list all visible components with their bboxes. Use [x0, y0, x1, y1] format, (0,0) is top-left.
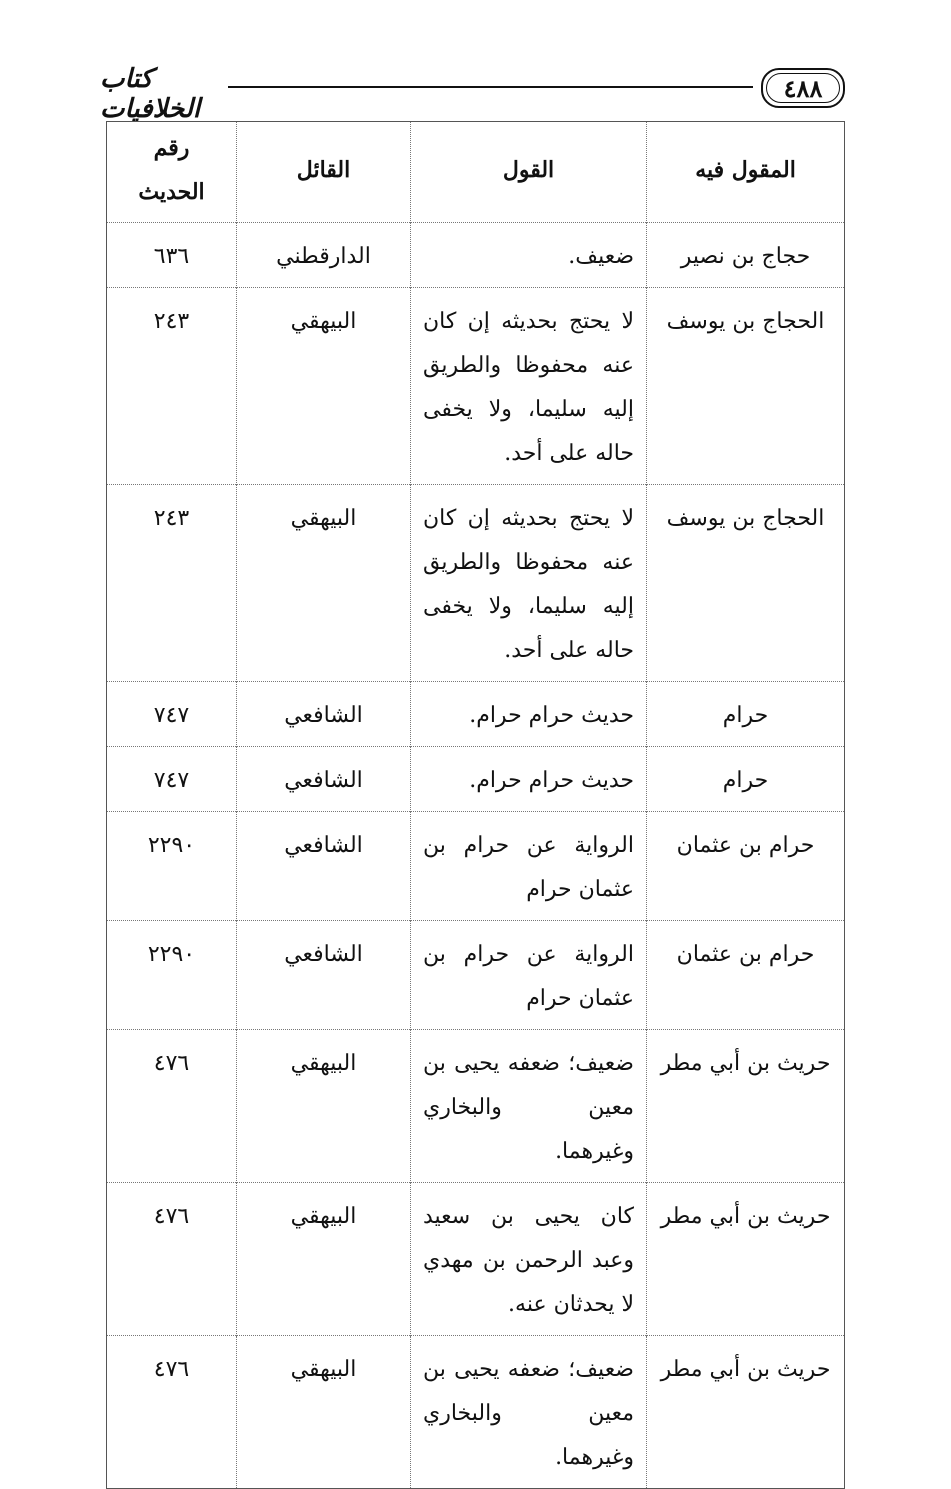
subject-cell: حريث بن أبي مطر — [647, 1183, 845, 1336]
speaker-cell: الدارقطني — [237, 223, 411, 288]
table-row — [107, 1030, 845, 1183]
table-header-row — [107, 122, 845, 223]
column-header-hadith-number: رقم الحديث — [107, 122, 237, 223]
hadith-number-cell: ٤٧٦ — [107, 1030, 237, 1183]
page-number: ٤٨٨ — [783, 73, 823, 103]
hadith-number-cell: ٢٢٩٠ — [107, 812, 237, 921]
hadith-number-cell: ٢٢٩٠ — [107, 921, 237, 1030]
subject-cell: حرام بن عثمان — [647, 921, 845, 1030]
statement-cell: الرواية عن حرام بن عثمان حرام — [411, 812, 647, 921]
statement-cell: لا يحتج بحديثه إن كان عنه محفوظا والطريق إليه سليما، ولا يخفى حاله على أحد. — [411, 485, 647, 682]
page-header — [100, 62, 845, 124]
table-row — [107, 812, 845, 921]
statement-cell: ضعيف؛ ضعفه يحيى بن معين والبخاري وغيرهما. — [411, 1336, 647, 1489]
speaker-cell: البيهقي — [237, 1336, 411, 1489]
table-row — [107, 921, 845, 1030]
table-row — [107, 747, 845, 812]
subject-cell: الحجاج بن يوسف — [647, 288, 845, 485]
header-rule — [228, 86, 753, 88]
hadith-number-cell: ٧٤٧ — [107, 682, 237, 747]
hadith-number-cell: ٢٤٣ — [107, 288, 237, 485]
statement-cell: الرواية عن حرام بن عثمان حرام — [411, 921, 647, 1030]
speaker-cell: البيهقي — [237, 288, 411, 485]
speaker-cell: البيهقي — [237, 1183, 411, 1336]
speaker-cell: الشافعي — [237, 747, 411, 812]
speaker-cell: الشافعي — [237, 682, 411, 747]
subject-cell: حرام بن عثمان — [647, 812, 845, 921]
table-row — [107, 1336, 845, 1489]
hadith-number-cell: ٤٧٦ — [107, 1336, 237, 1489]
hadith-number-cell: ٢٤٣ — [107, 485, 237, 682]
column-header-subject: المقول فيه — [647, 122, 845, 223]
subject-cell: حجاج بن نصير — [647, 223, 845, 288]
statement-cell: لا يحتج بحديثه إن كان عنه محفوظا والطريق إليه سليما، ولا يخفى حاله على أحد. — [411, 288, 647, 485]
speaker-cell: البيهقي — [237, 1030, 411, 1183]
hadith-number-cell: ٧٤٧ — [107, 747, 237, 812]
speaker-cell: البيهقي — [237, 485, 411, 682]
narrators-table — [106, 121, 845, 1489]
statement-cell: حديث حرام حرام. — [411, 682, 647, 747]
subject-cell: حرام — [647, 682, 845, 747]
statement-cell: ضعيف. — [411, 223, 647, 288]
statement-cell: ضعيف؛ ضعفه يحيى بن معين والبخاري وغيرهما. — [411, 1030, 647, 1183]
subject-cell: الحجاج بن يوسف — [647, 485, 845, 682]
table-row — [107, 682, 845, 747]
statement-cell: كان يحيى بن سعيد وعبد الرحمن بن مهدي لا يحدثان عنه. — [411, 1183, 647, 1336]
table-row — [107, 288, 845, 485]
page-number-badge — [761, 68, 845, 108]
table-row — [107, 223, 845, 288]
book-title: كتاب الخلافيات — [100, 64, 201, 124]
table-row — [107, 1183, 845, 1336]
subject-cell: حريث بن أبي مطر — [647, 1030, 845, 1183]
speaker-cell: الشافعي — [237, 921, 411, 1030]
statement-cell: حديث حرام حرام. — [411, 747, 647, 812]
hadith-number-cell: ٤٧٦ — [107, 1183, 237, 1336]
hadith-number-cell: ٦٣٦ — [107, 223, 237, 288]
column-header-statement: القول — [411, 122, 647, 223]
speaker-cell: الشافعي — [237, 812, 411, 921]
column-header-speaker: القائل — [237, 122, 411, 223]
subject-cell: حريث بن أبي مطر — [647, 1336, 845, 1489]
subject-cell: حرام — [647, 747, 845, 812]
table-row — [107, 485, 845, 682]
